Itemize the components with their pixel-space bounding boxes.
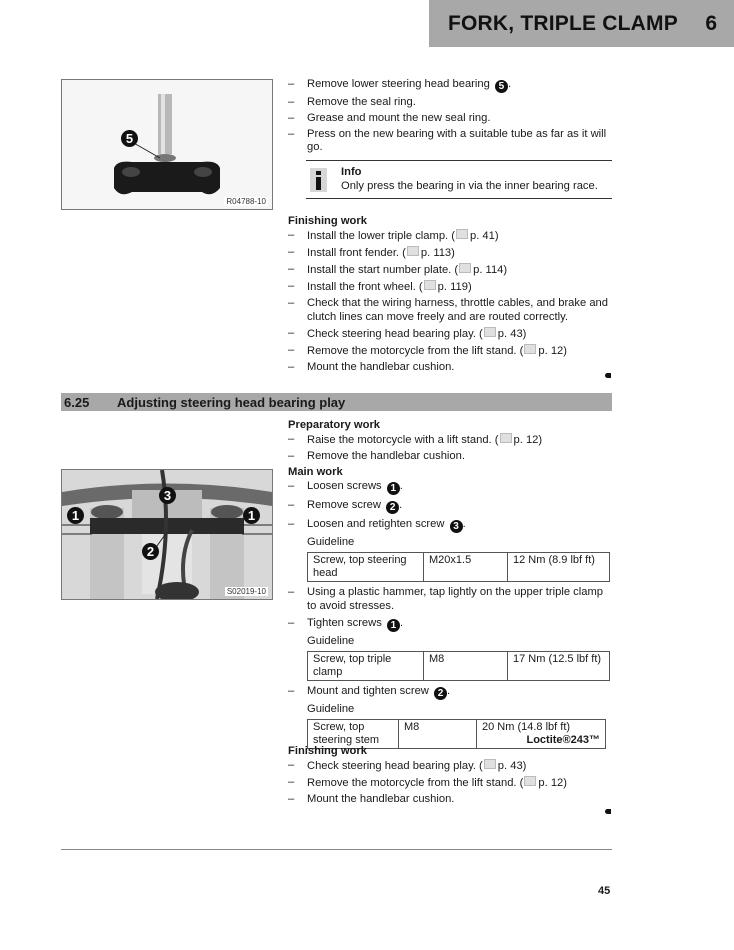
page-ref-link[interactable]: p. 41)	[469, 230, 499, 242]
spec-torque: 17 Nm (12.5 lbf ft)	[508, 652, 610, 681]
section-title: Adjusting steering head bearing play	[117, 395, 346, 410]
list-item: – Loosen and retighten screw 3 .	[288, 518, 612, 533]
finishing-work-1	[288, 215, 612, 377]
page-ref-link[interactable]: p. 12)	[513, 434, 543, 446]
info-body: Only press the bearing in via the inner bearing race.	[341, 180, 598, 192]
spec-table	[307, 552, 610, 582]
book-ref-icon	[484, 759, 496, 769]
spec-thread: M8	[424, 652, 508, 681]
chapter-number: 6	[705, 12, 717, 35]
callout-icon: 1	[387, 482, 400, 495]
list-item: – Remove the motorcycle from the lift stand. ( p. 12)	[288, 776, 612, 791]
spec-table	[307, 651, 610, 681]
info-box	[306, 160, 612, 199]
book-ref-icon	[459, 263, 471, 273]
subheading: Finishing work	[288, 215, 367, 227]
list-item: – Install the start number plate. ( p. 114)	[288, 263, 612, 278]
page-ref-link[interactable]: p. 43)	[497, 327, 527, 340]
section-header	[61, 393, 612, 411]
triple-clamp-illustration	[62, 80, 272, 209]
footer-divider	[61, 849, 612, 850]
page-ref-link[interactable]: p. 114)	[473, 264, 508, 277]
page-ref-link[interactable]: p. 113)	[420, 247, 455, 260]
section-number: 6.25	[64, 395, 90, 410]
page-number: 45	[598, 885, 611, 897]
list-item: – Install the front wheel. ( p. 119)	[288, 280, 612, 295]
spec-torque: 20 Nm (14.8 lbf ft)	[482, 721, 571, 733]
list-item: – Remove screw 2 .	[288, 499, 612, 514]
spec-note: Loctite®243™	[526, 734, 600, 746]
end-marker-icon	[605, 373, 611, 378]
spec-thread: M8	[399, 720, 477, 749]
spec-part: Screw, top steering head	[308, 553, 424, 582]
callout-1-right: 1	[243, 507, 260, 524]
figure-steering-head	[61, 469, 273, 600]
book-ref-icon	[484, 327, 496, 337]
list-item: – Remove the handlebar cushion.	[288, 450, 612, 464]
list-item: – Mount and tighten screw 2 .	[288, 685, 612, 700]
end-marker-icon	[605, 809, 611, 814]
book-ref-icon	[524, 344, 536, 354]
list-item: – Mount the handlebar cushion.	[288, 793, 612, 807]
info-icon	[310, 168, 327, 192]
spec-part: Screw, top triple clamp	[308, 652, 424, 681]
list-item: – Tighten screws 1 .	[288, 617, 612, 632]
list-item: – Loosen screws 1 .	[288, 480, 612, 495]
callout-icon: 1	[387, 619, 400, 632]
callout-3: 3	[159, 487, 176, 504]
list-item: – Raise the motorcycle with a lift stand. ( p. 12)	[288, 433, 612, 448]
book-ref-icon	[456, 229, 468, 239]
guideline-label: Guideline	[307, 635, 355, 647]
subheading: Finishing work	[288, 745, 367, 757]
spec-torque: 12 Nm (8.9 lbf ft)	[508, 553, 610, 582]
subheading: Main work	[288, 466, 343, 478]
list-item: – Remove the motorcycle from the lift stand. ( p. 12)	[288, 344, 612, 359]
list-item: – Check steering head bearing play. ( p. 43)	[288, 759, 612, 774]
list-item: – Remove lower steering head bearing 5 .	[288, 78, 612, 93]
book-ref-icon	[500, 433, 512, 443]
finishing-work-2	[288, 745, 612, 809]
chapter-header	[429, 0, 734, 47]
figure-code: R04788-10	[226, 197, 266, 206]
callout-icon: 3	[450, 520, 463, 533]
callout-icon: 2	[386, 501, 399, 514]
guideline-label: Guideline	[307, 536, 355, 548]
chapter-title: FORK, TRIPLE CLAMP	[448, 12, 678, 35]
book-ref-icon	[407, 246, 419, 256]
spec-thread: M20x1.5	[424, 553, 508, 582]
callout-5: 5	[121, 130, 138, 147]
book-ref-icon	[424, 280, 436, 290]
guideline-label: Guideline	[307, 703, 355, 715]
spec-part: Screw, top steering stem	[308, 720, 399, 749]
list-item: – Grease and mount the new seal ring.	[288, 112, 612, 126]
list-item: – Check steering head bearing play. ( p. 43)	[288, 327, 612, 342]
page-ref-link[interactable]: p. 12)	[538, 345, 567, 358]
callout-1-left: 1	[67, 507, 84, 524]
page-ref-link[interactable]: p. 12)	[538, 777, 567, 790]
list-item: – Install front fender. ( p. 113)	[288, 246, 612, 261]
list-item: – Install the lower triple clamp. ( p. 41)	[288, 229, 612, 244]
book-ref-icon	[524, 776, 536, 786]
figure-code: S02019-10	[226, 587, 266, 596]
page-ref-link[interactable]: p. 119)	[437, 281, 472, 294]
removal-steps	[288, 78, 612, 157]
preparatory-work	[288, 419, 612, 466]
info-title: Info	[341, 166, 362, 178]
callout-icon: 5	[495, 80, 508, 93]
callout-icon: 2	[434, 687, 447, 700]
list-item: – Using a plastic hammer, tap lightly on the upper triple clamp to avoid stresses.	[288, 586, 612, 613]
main-work	[288, 466, 612, 753]
figure-lower-triple-clamp	[61, 79, 273, 210]
subheading: Preparatory work	[288, 419, 381, 431]
list-item: – Press on the new bearing with a suitable tube as far as it will go.	[288, 128, 612, 155]
callout-2: 2	[142, 543, 159, 560]
list-item: – Remove the seal ring.	[288, 96, 612, 110]
list-item: – Check that the wiring harness, throttle cables, and brake and clutch lines can move freely and are routed correctly.	[288, 297, 612, 324]
list-item: – Mount the handlebar cushion.	[288, 361, 612, 375]
page-ref-link[interactable]: p. 43)	[497, 760, 527, 772]
